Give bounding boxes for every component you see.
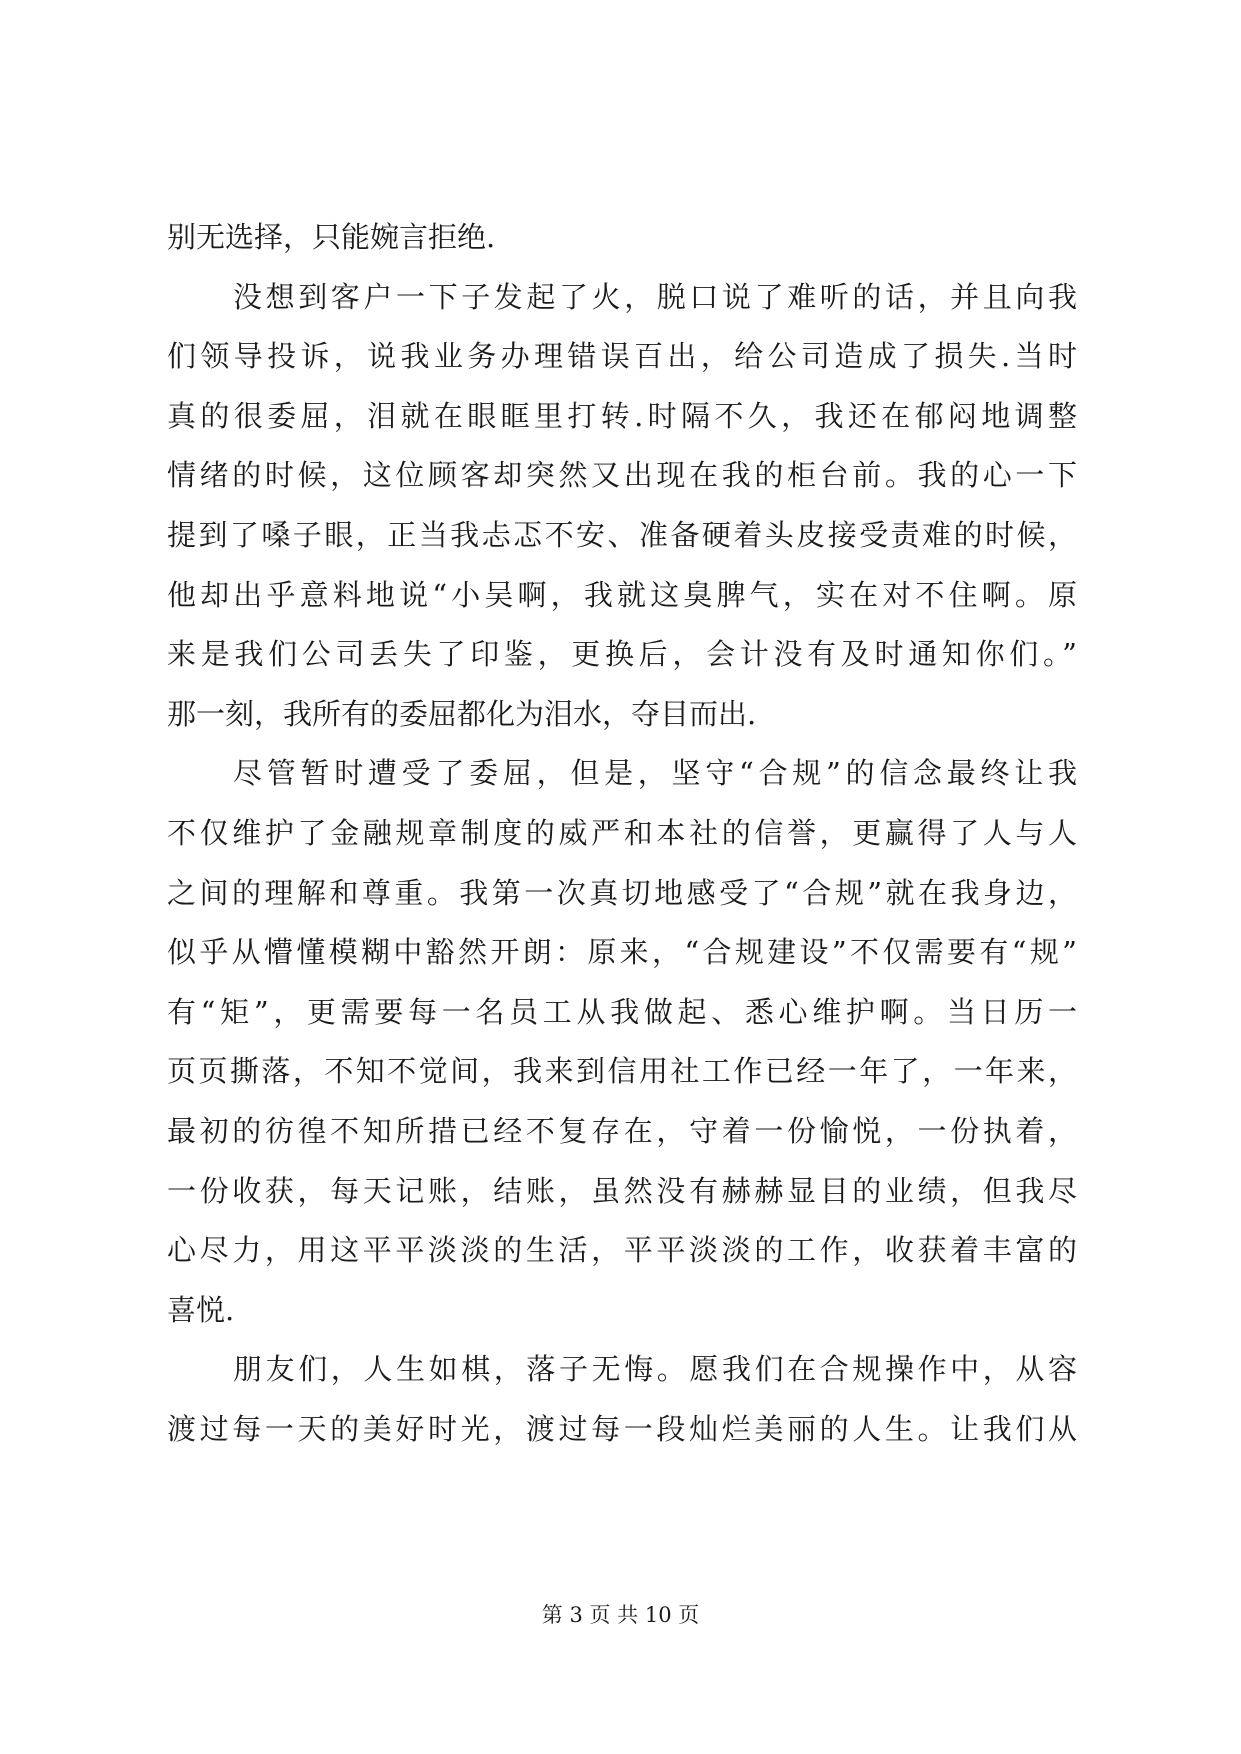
text-line: 来是我们公司丢失了印鉴，更换后，会计没有及时通知你们。” [167,637,1077,672]
text-line: 页页撕落，不知不觉间，我来到信用社工作已经一年了，一年来， [167,1054,1077,1089]
text-line: 别无选择，只能婉言拒绝. [167,220,496,254]
text-line: 那一刻，我所有的委屈都化为泪水，夺目而出. [167,696,757,731]
text-line: 情绪的时候，这位顾客却突然又出现在我的柜台前。我的心一下 [167,458,1077,493]
text-line: 不仅维护了金融规章制度的威严和本社的信誉，更赢得了人与人 [167,815,1077,850]
text-line: 真的很委屈，泪就在眼眶里打转.时隔不久，我还在郁闷地调整 [167,398,1077,433]
page-footer: 第 3 页 共 10 页 [541,1603,700,1627]
text-line: 朋友们，人生如棋，落子无悔。愿我们在合规操作中，从容 [233,1352,1077,1387]
text-line: 们领导投诉，说我业务办理错误百出，给公司造成了损失.当时 [167,339,1077,374]
text-line: 提到了嗓子眼，正当我忐忑不安、准备硬着头皮接受责难的时候， [167,517,1077,552]
text-line: 尽管暂时遭受了委屈，但是，坚守“合规”的信念最终让我 [233,756,1077,791]
text-line: 一份收获，每天记账，结账，虽然没有赫赫显目的业绩，但我尽 [167,1173,1077,1208]
text-line: 没想到客户一下子发起了火，脱口说了难听的话，并且向我 [233,279,1077,314]
text-line: 他却出乎意料地说“小吴啊，我就这臭脾气，实在对不住啊。原 [167,577,1077,612]
text-line: 喜悦. [167,1292,235,1327]
body-text [167,208,1077,1459]
text-line: 渡过每一天的美好时光，渡过每一段灿烂美丽的人生。让我们从 [167,1411,1077,1446]
text-line: 心尽力，用这平平淡淡的生活，平平淡淡的工作，收获着丰富的 [167,1233,1077,1268]
text-line: 最初的彷徨不知所措已经不复存在，守着一份愉悦，一份执着， [167,1113,1077,1148]
text-line: 似乎从懵懂模糊中豁然开朗：原来，“合规建设”不仅需要有“规” [167,935,1077,970]
text-line: 有“矩”，更需要每一名员工从我做起、悉心维护啊。当日历一 [167,994,1077,1029]
text-line: 之间的理解和尊重。我第一次真切地感受了“合规”就在我身边， [167,875,1077,910]
